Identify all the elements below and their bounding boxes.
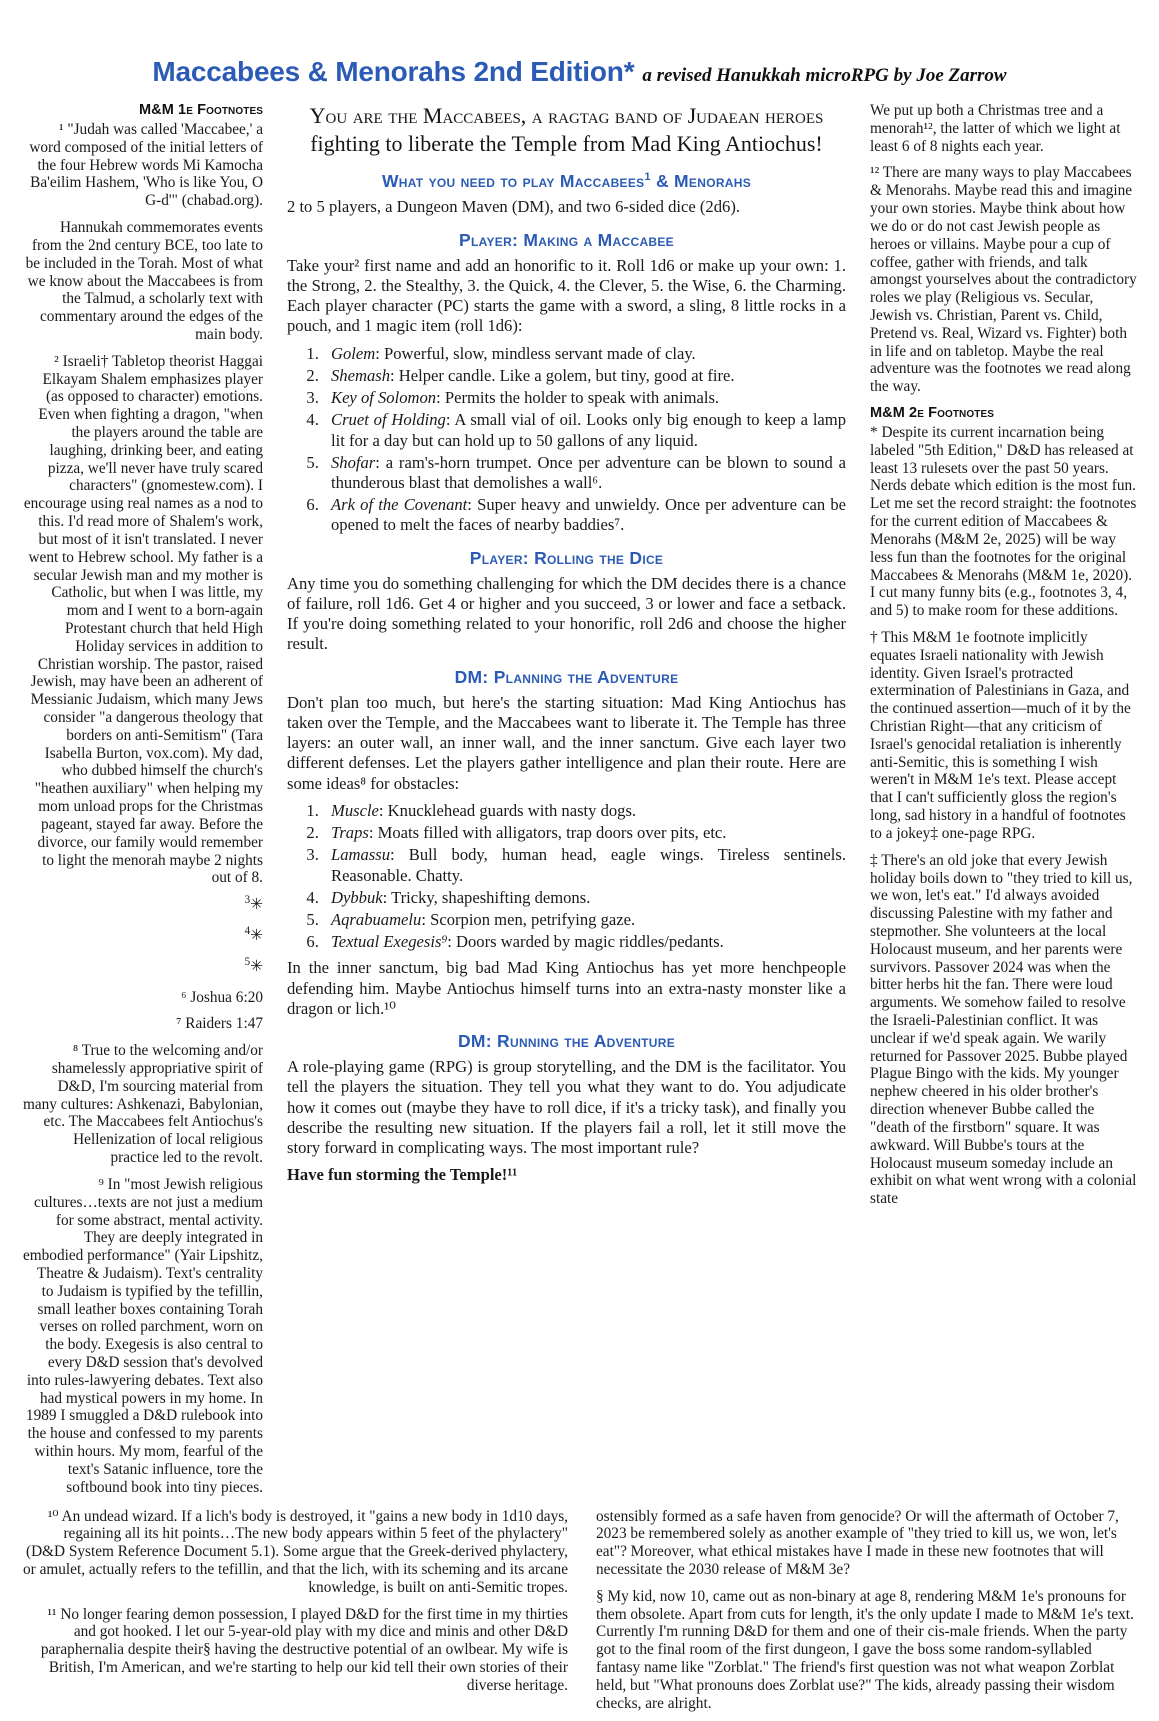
cut-footnote-mark-5 — [22, 958, 263, 976]
magic-item-name: Key of Solomon — [331, 388, 436, 407]
magic-item-desc: : a ram's-horn trumpet. Once per adventure can be blown to sound a thunderous blast that demolishes a wall⁶. — [331, 453, 846, 492]
obstacle-name: Lamassu — [331, 845, 390, 864]
magic-item-name: Golem — [331, 344, 375, 363]
list-item — [323, 910, 846, 930]
footnote-9: ⁹ In "most Jewish religious cultures…texts are not just a medium for some abstract, mental activity. They are deeply integrated in embodied performance" (Yair Lipshitz, Theatre & Judaism). Text's centrality to Judaism is typified by the tefillin, small leather boxes containing Torah verses on rolled parchment, worn on the body. Exegesis is also central to every D&D session that's devolved into rules-lawyering debates. Text also had mystical powers in my home. In 1989 I smuggled a D&D rulebook into the house and confessed to my parents within hours. My mom, fearful of the text's Satanic influence, tore the softbound book into tiny pieces. — [22, 1176, 263, 1497]
footnote-12: ¹² There are many ways to play Maccabees & Menorahs. Maybe read this and imagine your own stories. Maybe think about how we do or do not cast Jewish people as heroes or villains. Maybe pour a cup of coffee, gather with friends, and talk amongst yourselves about the contradictory roles we play (Religious vs. Secular, Jewish vs. Christian, Parent vs. Child, Pretend vs. Real, Wizard vs. Fighter) both in life and on tabletop. Maybe the real adventure was the footnotes we read along the way. — [870, 164, 1137, 396]
lede-line-1: You are the Maccabees, a ragtag band of Judaean heroes — [287, 102, 846, 130]
obstacle-name: Aqrabuamelu — [331, 910, 421, 929]
list-item — [323, 453, 846, 493]
footnote-dagger: † This M&M 1e footnote implicitly equates Israeli nationality with Jewish identity. Given Israel's protracted extermination of Palestinians in Gaza, and the continued assertion—much of it by the Christian Right—that any criticism of Israel's genocidal retaliation is inherently anti-Semitic, this is something I wish weren't in M&M 1e's text. Please accept that I can't sufficiently gloss the region's long, sad history in a handful of footnotes to a jokey‡ one-page RPG. — [870, 629, 1137, 843]
cut-mark-number-4: 4 — [245, 925, 251, 937]
magic-item-desc: : Permits the holder to speak with animals. — [436, 388, 719, 407]
footnote-1-continued: Hannukah commemorates events from the 2nd century BCE, too late to be included in the Torah. Most of what we know about the Maccabees is from the Talmud, a scholarly text with commentary around the edges of the main body. — [22, 219, 263, 344]
section-heading-rolling-the-dice: Player: Rolling the Dice — [287, 548, 846, 569]
section-heading-what-you-need — [287, 171, 846, 192]
obstacle-desc: : Bull body, human head, eagle wings. Tireless sentinels. Reasonable. Chatty. — [331, 845, 846, 884]
page-title: Maccabees & Menorahs 2nd Edition — [152, 56, 623, 87]
list-item — [323, 410, 846, 450]
footnote-2: ² Israeli† Tabletop theorist Haggai Elkayam Shalem emphasizes player (as opposed to character) emotions. Even when fighting a dragon, "when the players around the table are laughing, drinking beer, and eating pizza, we'll never have truly scared characters" (gnomestew.com). I encourage using real names as a nod to this. I'd read more of Shalem's work, but most of it isn't translated. I never went to Hebrew school. My father is a secular Jewish man and my mother is Catholic, but when I was little, my mom and I went to a born-again Protestant church that held High Holiday services in addition to Christian worship. The pastor, raised Jewish, may have been an adherent of Messianic Judaism, which many Jews consider "a dangerous theology that borders on anti-Semitism" (Tara Isabella Burton, vox.com). My dad, who dubbed himself the church's "heathen auxiliary" when helping my mom unload props for the Christmas pageant, stayed far away. Before the divorce, our family would remember to light the menorah maybe 2 nights out of 8. — [22, 353, 263, 887]
cut-footnote-mark-3 — [22, 896, 263, 914]
three-column-layout — [0, 102, 1159, 1506]
bottom-footnote-zone — [0, 1508, 1159, 1721]
paragraph-planning-the-adventure: Don't plan too much, but here's the starting situation: Mad King Antiochus has taken over the Temple, and the Maccabees want to liberate it. The Temple has three layers: an outer wall, an inner wall, and the inner sanctum. Give each layer two different defenses. Let the players gather intelligence and plan their route. Here are some ideas⁸ for obstacles: — [287, 693, 846, 794]
page-subtitle: a revised Hanukkah microRPG by Joe Zarrow — [642, 65, 1006, 86]
footnote-1: ¹ "Judah was called 'Maccabee,' a word composed of the initial letters of the four Hebrew words Mi Kamocha Ba'eilim Hashem, 'Who is like You, O G-d'" (chabad.org). — [22, 121, 263, 210]
bottom-right-column — [582, 1508, 1137, 1721]
list-item — [323, 495, 846, 535]
cut-mark-number-3: 3 — [245, 894, 251, 906]
obstacle-desc: : Doors warded by magic riddles/pedants. — [447, 932, 724, 951]
footnote-double-dagger-part-2: ostensibly formed as a safe haven from genocide? Or will the aftermath of October 7, 2023 be remembered solely as another example of "they tried to kill us, we won, let's eat"? Moreover, what ethical mistakes have I made in these new footnotes that will necessitate the 2030 release of M&M 3e? — [596, 1508, 1137, 1579]
footnote-double-dagger-part-1: ‡ There's an old joke that every Jewish holiday boils down to "they tried to kill us, we won, let's eat." I'd always avoided discussing Palestine with my father and stepmother. She volunteers at the local Holocaust museum, and her parents were survivors. Passover 2024 was when the bitter herbs hit the fan. There were loud arguments. We somehow failed to resolve the Israeli-Palestinian conflict. It was unclear if we'd speak again. We warily returned for Passover 2025. Bubbe played Plague Bingo with the kids. My younger nephew cheered in his older brother's direction whenever Bubbe called the "death of the firstborn" square. It was awkward. Will Bubbe's tours at the Holocaust museum someday include an exhibit on what went wrong with a colonial state — [870, 852, 1137, 1208]
paragraph-running-the-adventure: A role-playing game (RPG) is group storytelling, and the DM is the facilitator. You tell the players the situation. They tell you what they want to do. You adjudicate how it comes out (maybe they have to roll dice, if it's a tricky task), and finally you describe the resulting new situation. If the players fail a roll, let it still move the story forward in complicating ways. The most important rule? — [287, 1057, 846, 1158]
obstacle-desc: : Moats filled with alligators, trap doors over pits, etc. — [369, 823, 727, 842]
bottom-left-column — [22, 1508, 582, 1704]
right-intro-paragraph: We put up both a Christmas tree and a menorah¹², the latter of which we light at least 6 of 8 nights each year. — [870, 102, 1137, 155]
section-heading-text-1b: & Menorahs — [651, 171, 751, 191]
list-item — [323, 845, 846, 885]
section-heading-footnote-ref-1: 1 — [644, 172, 650, 184]
magic-item-list — [287, 344, 846, 536]
left-footnote-column — [22, 102, 275, 1506]
magic-item-name: Shemash — [331, 366, 390, 385]
magic-item-name: Cruet of Holding — [331, 410, 446, 429]
magic-item-desc: : A small vial of oil. Looks only big enough to keep a lamp lit for a day but can hold up to 50 gallons of any liquid. — [331, 410, 846, 449]
magic-item-desc: : Helper candle. Like a golem, but tiny, good at fire. — [390, 366, 735, 385]
list-item — [323, 366, 846, 386]
list-item — [323, 388, 846, 408]
magic-item-name: Ark of the Covenant — [331, 495, 467, 514]
section-heading-planning-the-adventure: DM: Planning the Adventure — [287, 667, 846, 688]
footnote-6: ⁶ Joshua 6:20 — [22, 989, 263, 1007]
main-body-column — [275, 102, 858, 1193]
obstacle-name: Dybbuk — [331, 888, 383, 907]
obstacle-list — [287, 801, 846, 953]
cut-footnote-mark-4 — [22, 927, 263, 945]
cut-mark-number-5: 5 — [245, 956, 251, 968]
title-asterisk: * — [624, 56, 635, 87]
footnote-asterisk: * Despite its current incarnation being labeled "5th Edition," D&D has released at least 13 rulesets over the past 50 years. Nerds debate which edition is the most fun. Let me set the record straight: the footnotes for the current edition of Maccabees & Menorahs (M&M 2e, 2025) will be way less fun than the footnotes for the original Maccabees & Menorahs (M&M 1e, 2020). I cut many funny bits (e.g., footnotes 3, 4, and 5) to make room for these additions. — [870, 424, 1137, 620]
paragraph-what-you-need: 2 to 5 players, a Dungeon Maven (DM), and two 6-sided dice (2d6). — [287, 197, 846, 217]
magic-item-name: Shofar — [331, 453, 375, 472]
cut-mark-symbol-5: ✳ — [250, 958, 263, 975]
obstacle-desc: : Knucklehead guards with nasty dogs. — [379, 801, 636, 820]
list-item — [323, 344, 846, 364]
footnote-10: ¹⁰ An undead wizard. If a lich's body is destroyed, it "gains a new body in 1d10 days, regaining all its hit points…The new body appears within 5 feet of the phylactery" (D&D System Reference Document 5.1). Some argue that the Greek-derived phylactery, or amulet, actually refers to the tefillin, and that the lich, with its scheming and its arcane knowledge, is built on anti-Semitic tropes. — [22, 1508, 568, 1597]
lede-paragraph — [287, 102, 846, 157]
left-footnotes-heading: M&M 1e Footnotes — [22, 102, 263, 118]
paragraph-making-a-maccabee: Take your² first name and add an honorific to it. Roll 1d6 or make up your own: 1. the Strong, 2. the Stealthy, 3. the Quick, 4. the Clever, 5. the Wise, 6. the Charming. Each player character (PC) starts the game with a sword, a sling, 8 little rocks in a pouch, and 1 magic item (roll 1d6): — [287, 256, 846, 337]
section-heading-text-1: What you need to play Maccabees — [382, 171, 645, 191]
cut-mark-symbol-3: ✳ — [250, 896, 263, 913]
obstacle-desc: : Scorpion men, petrifying gaze. — [421, 910, 635, 929]
right-footnotes-heading: M&M 2e Footnotes — [870, 405, 1137, 421]
paragraph-rolling-the-dice: Any time you do something challenging for which the DM decides there is a chance of failure, roll 1d6. Get 4 or higher and you succeed, 3 or lower and face a setback. If you're doing something related to your honorific, roll 2d6 and choose the higher result. — [287, 574, 846, 655]
section-heading-running-the-adventure: DM: Running the Adventure — [287, 1031, 846, 1052]
paragraph-inner-sanctum: In the inner sanctum, big bad Mad King Antiochus has yet more henchpeople defending him. Maybe Antiochus himself turns into an extra-nasty monster like a dragon or lich.¹⁰ — [287, 958, 846, 1019]
obstacle-name: Muscle — [331, 801, 379, 820]
cut-mark-symbol-4: ✳ — [250, 927, 263, 944]
footnote-section-symbol: § My kid, now 10, came out as non-binary at age 8, rendering M&M 1e's pronouns for them obsolete. Apart from cuts for length, it's the only update I made to M&M 1e's text. Currently I'm running D&D for them and one of their cis-male friends. When the party got to the final room of the first dungeon, I gave the boss some random-syllabled fantasy name like "Zorblat." The friend's first question was not what weapon Zorblat held, but "What pronouns does Zorblat use?" The kids, already passing their wisdom checks, are alright. — [596, 1588, 1137, 1713]
magic-item-desc: : Super heavy and unwieldy. Once per adventure can be opened to melt the faces of nearby baddies⁷. — [331, 495, 846, 534]
list-item — [323, 823, 846, 843]
right-footnote-column — [858, 102, 1137, 1217]
magic-item-desc: : Powerful, slow, mindless servant made of clay. — [375, 344, 695, 363]
list-item — [323, 801, 846, 821]
footnote-7: ⁷ Raiders 1:47 — [22, 1015, 263, 1033]
obstacle-desc: : Tricky, shapeshifting demons. — [383, 888, 591, 907]
list-item — [323, 932, 846, 952]
obstacle-name: Traps — [331, 823, 369, 842]
cut-footnote-marks — [22, 896, 263, 975]
obstacle-name: Textual Exegesis⁹ — [331, 932, 447, 951]
masthead — [0, 0, 1159, 88]
list-item — [323, 888, 846, 908]
closing-line: Have fun storming the Temple!¹¹ — [287, 1165, 846, 1185]
footnote-11: ¹¹ No longer fearing demon possession, I played D&D for the first time in my thirties and got hooked. I let our 5-year-old play with my dice and minis and other D&D paraphernalia despite their§ having the destructive potential of an owlbear. My wife is British, I'm American, and we're starting to help our kid tell their own stories of their diverse heritage. — [22, 1606, 568, 1695]
lede-line-2: fighting to liberate the Temple from Mad King Antiochus! — [287, 130, 846, 158]
section-heading-making-a-maccabee: Player: Making a Maccabee — [287, 230, 846, 251]
footnote-8: ⁸ True to the welcoming and/or shamelessly appropriative spirit of D&D, I'm sourcing material from many cultures: Ashkenazi, Babylonian, etc. The Maccabees felt Antiochus's Hellenization of local religious practice led to the revolt. — [22, 1042, 263, 1167]
